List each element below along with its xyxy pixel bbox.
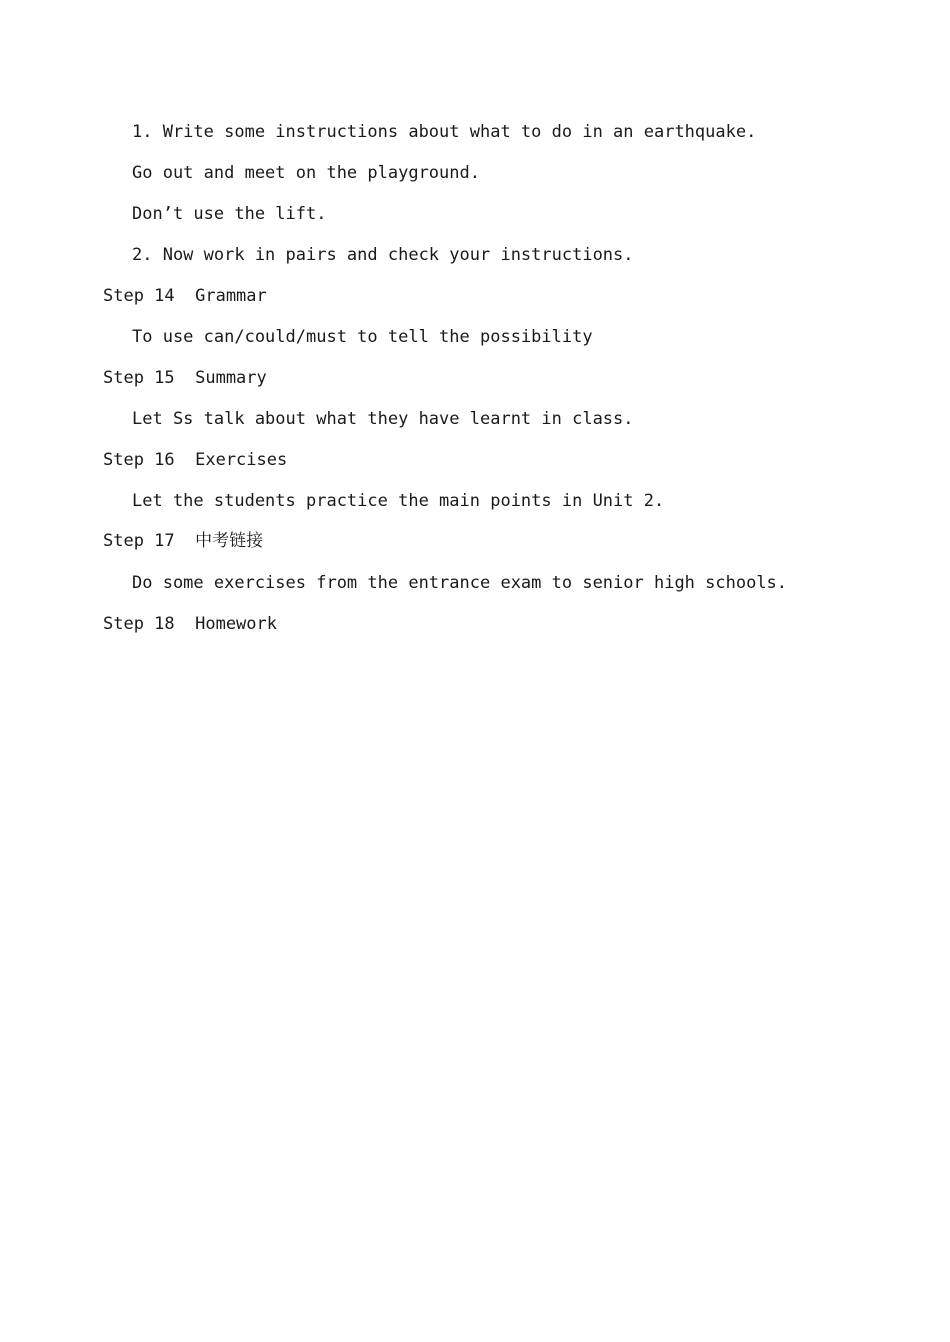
instruction-item-1: 1. Write some instructions about what to do in an earthquake. xyxy=(132,122,757,142)
step-17-heading: Step 17 中考链接 xyxy=(103,531,264,551)
instruction-example-lift: Don’t use the lift. xyxy=(132,204,327,224)
step-18-heading: Step 18 Homework xyxy=(103,614,277,634)
step-15-body: Let Ss talk about what they have learnt in class. xyxy=(132,409,634,429)
step-15-heading: Step 15 Summary xyxy=(103,368,267,388)
instruction-example-go-out: Go out and meet on the playground. xyxy=(132,163,480,183)
step-16-body: Let the students practice the main points in Unit 2. xyxy=(132,491,665,511)
step-14-body: To use can/could/must to tell the possibility xyxy=(132,327,593,347)
step-16-heading: Step 16 Exercises xyxy=(103,450,288,470)
step-14-heading: Step 14 Grammar xyxy=(103,286,267,306)
step-17-body: Do some exercises from the entrance exam to senior high schools. xyxy=(132,573,788,593)
instruction-item-2: 2. Now work in pairs and check your instructions. xyxy=(132,245,634,265)
